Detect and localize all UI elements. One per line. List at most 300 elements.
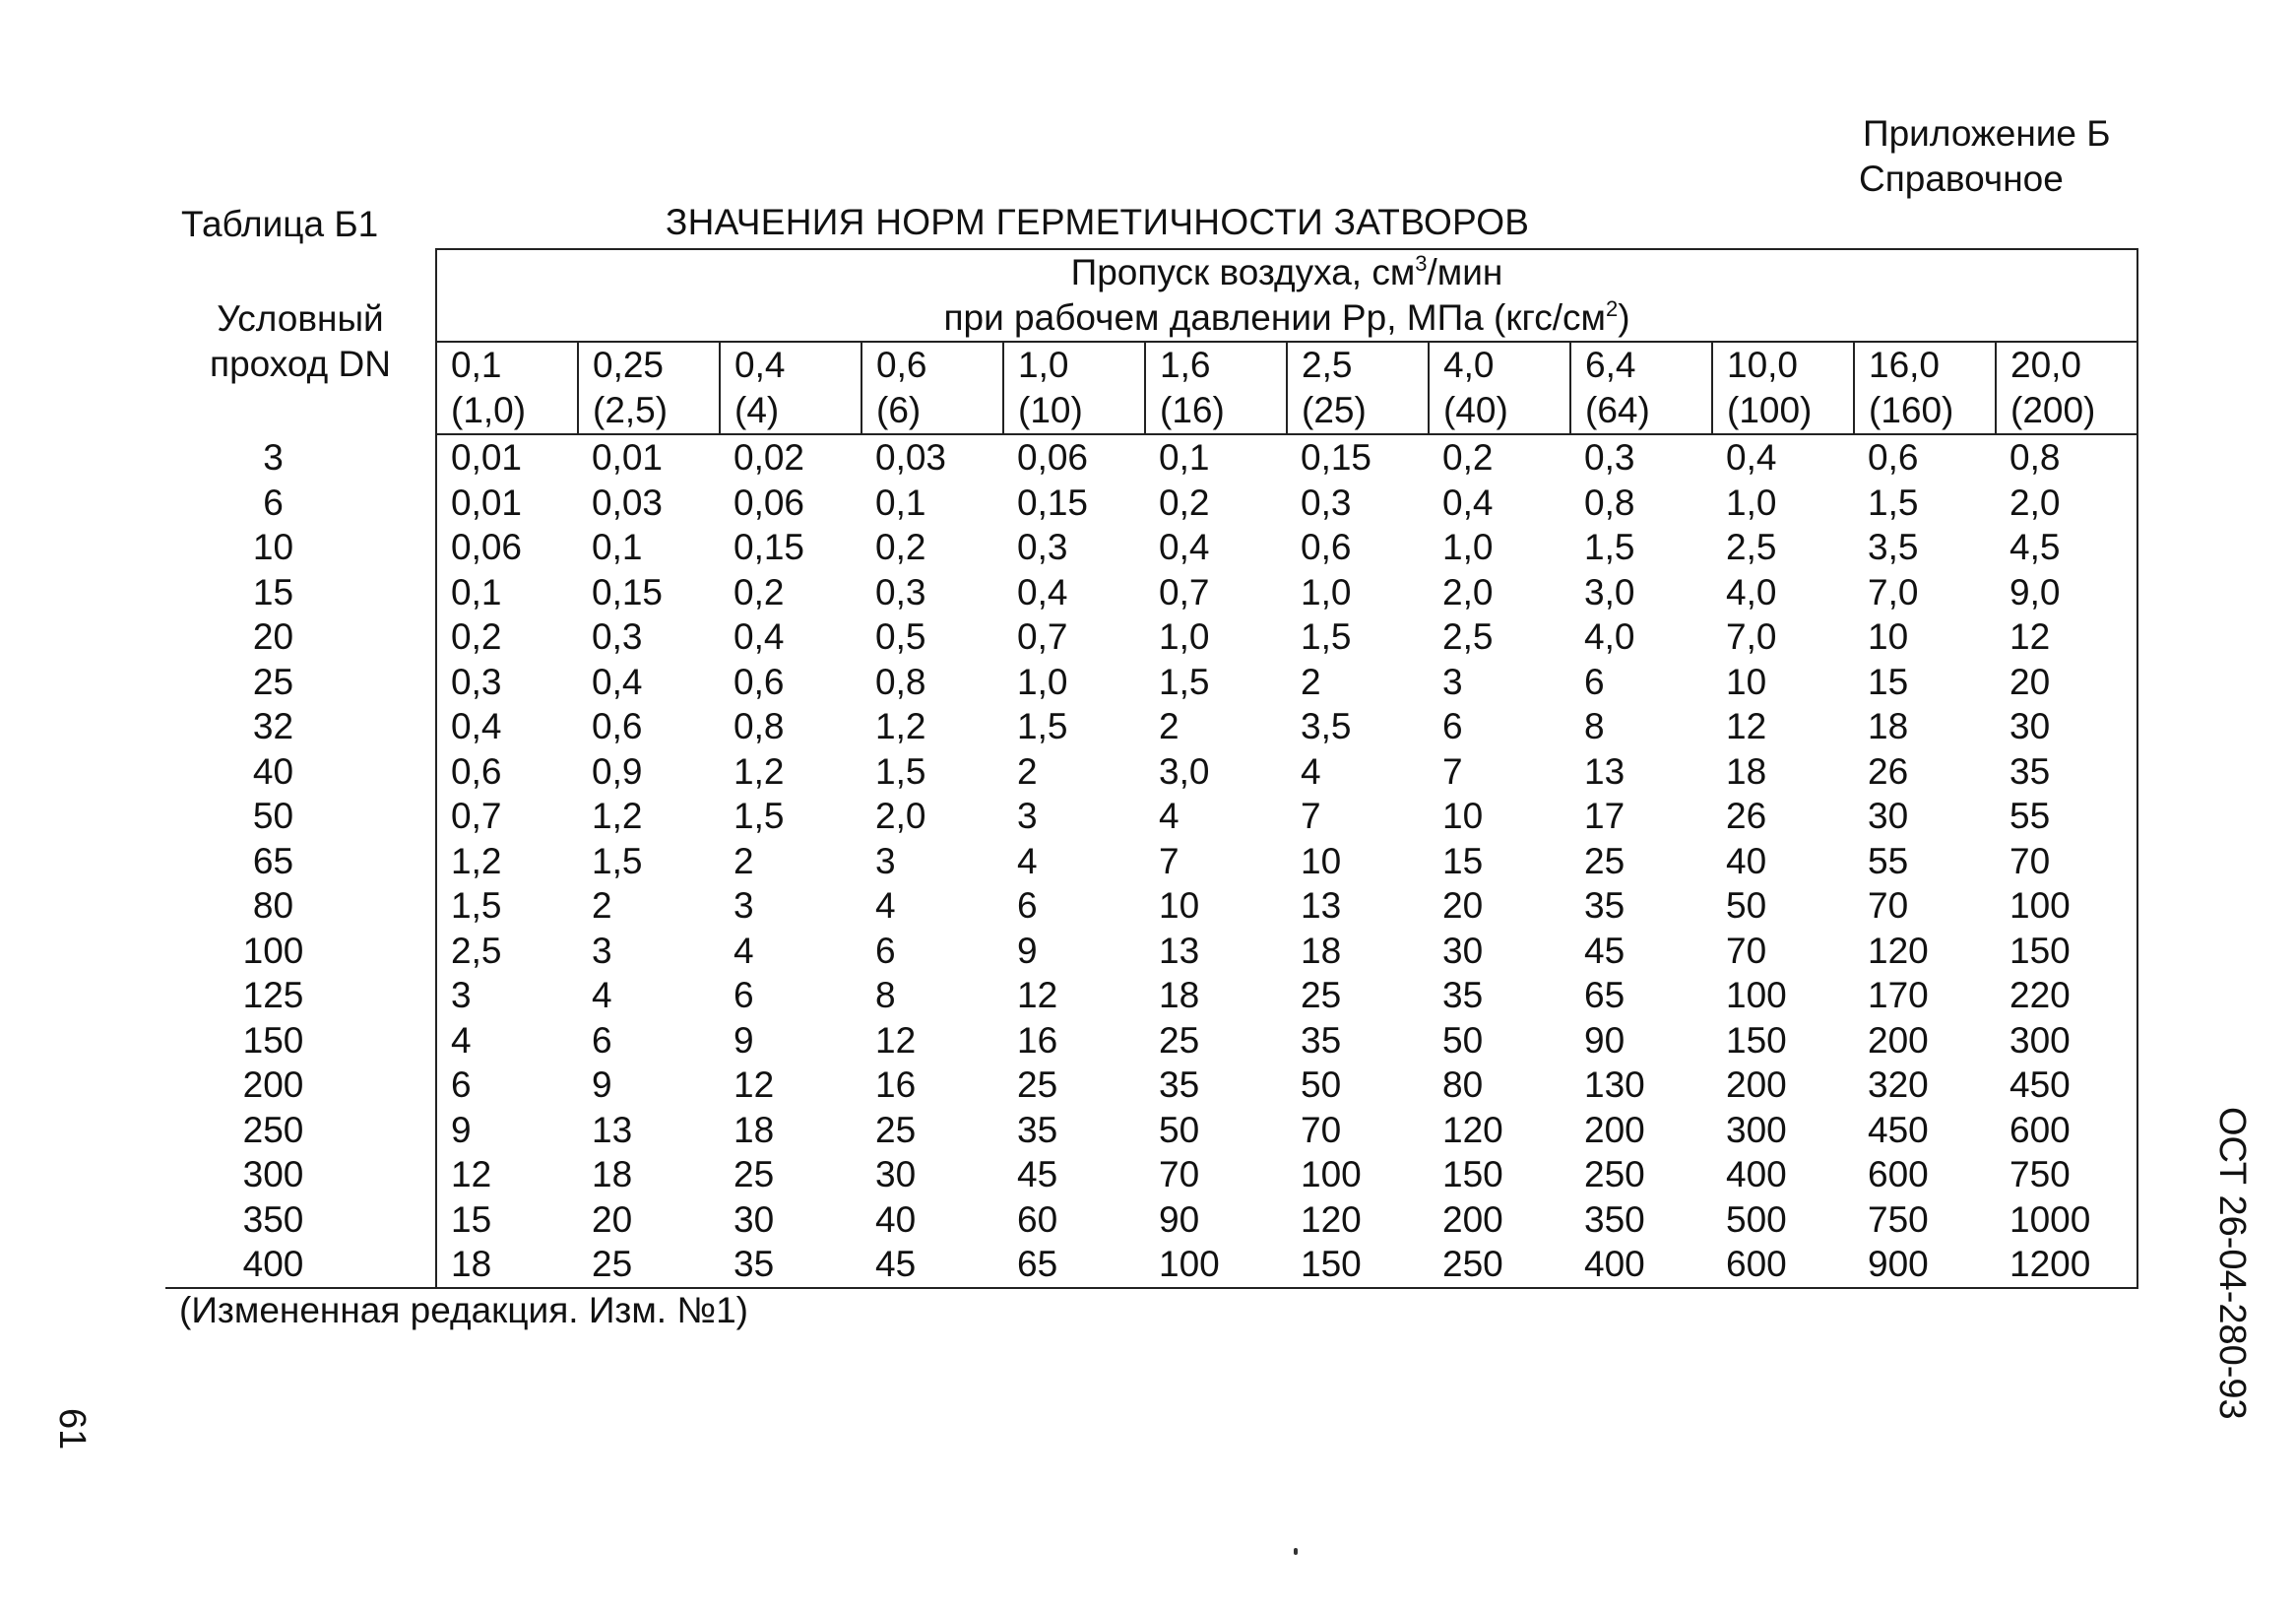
leakage-value-cell: 150 [1287,1242,1429,1288]
leakage-value-cell: 450 [1996,1063,2137,1108]
leakage-value-cell: 4 [1301,750,1321,792]
leakage-value-cell: 400 [1726,1154,1787,1194]
leakage-value-cell: 9 [451,1109,472,1150]
table-row [165,1152,2137,1197]
table-row [165,929,2137,974]
leakage-value-cell: 0,03 [592,482,664,523]
leakage-value-cell: 40 [1726,840,1767,881]
leakage-value-cell: 3 [1442,661,1463,702]
leakage-value-cell: 2 [1301,661,1321,702]
appendix-title: Приложение Б [1863,113,2111,154]
leakage-value-cell: 12 [1017,975,1058,1015]
leakage-value-cell: 1,2 [451,840,502,881]
pressure-kgf: (1,0) [451,390,527,430]
leakage-value-cell: 3 [875,840,896,881]
leakage-value-cell: 0,2 [1442,437,1494,478]
leakage-value-cell: 4 [1159,796,1180,836]
leakage-value-cell: 16 [875,1064,917,1105]
leakage-value-cell: 45 [1017,1154,1058,1194]
leakage-value-cell: 0,15 [733,527,805,567]
leakage-value-cell: 100 [1301,1154,1362,1194]
leakage-value-cell: 20 [592,1198,633,1240]
leakage-value-cell: 170 [1868,975,1929,1015]
air-leakage-header [436,249,2137,342]
leakage-value-cell: 1200 [1996,1242,2137,1288]
leakage-value-cell: 0,4 [1726,437,1777,478]
table-row [165,481,2137,526]
leakage-value-cell: 4,0 [1726,571,1777,612]
dn-column-header [165,249,436,434]
pressure-header-2 [578,342,720,434]
leakage-value-cell: 50 [1159,1109,1200,1150]
leakage-value-cell: 0,8 [875,661,926,702]
leakage-value-cell: 0,1 [1159,437,1210,478]
dn-cell: 3 [165,434,436,481]
leakage-value-cell: 7,0 [1868,571,1919,612]
leakage-value-cell: 1000 [1996,1197,2137,1243]
dn-cell: 15 [165,570,436,615]
pressure-header-6 [1145,342,1287,434]
pressure-mpa: 0,6 [876,345,927,385]
leakage-value-cell: 10 [1868,616,1909,657]
leakage-value-cell: 0,7 [1159,571,1210,612]
pressure-kgf: (6) [876,390,922,430]
leakage-value-cell: 25 [875,1109,917,1150]
leakage-value-cell: 25 [1017,1064,1058,1105]
table-row [165,794,2137,839]
dn-cell: 65 [165,839,436,884]
pressure-mpa: 1,6 [1160,345,1211,385]
leakage-value-cell: 0,3 [592,616,643,657]
leakage-value-cell: 3 [733,885,754,926]
leakage-value-cell: 2,0 [875,796,926,836]
leakage-value-cell: 25 [733,1154,775,1194]
leakage-value-cell: 1,0 [1301,571,1352,612]
leakage-value-cell: 12 [451,1154,492,1194]
leakage-value-cell: 7 [1159,840,1180,881]
leakage-value-cell: 150 [1442,1154,1503,1194]
leakage-value-cell: 18 [1868,706,1909,746]
leakage-value-cell: 20 [1996,660,2137,705]
pressure-header-11 [1854,342,1996,434]
leakage-value-cell: 0,15 [1017,482,1089,523]
leakage-value-cell: 35 [1301,1019,1342,1061]
dn-cell: 350 [165,1197,436,1243]
leakage-value-cell: 3,5 [1868,527,1919,567]
leakage-value-cell: 50 [1442,1019,1484,1061]
leakage-value-cell: 1,5 [1017,706,1068,746]
leakage-value-cell: 55 [1868,840,1909,881]
leakage-value-cell: 65 [1003,1242,1145,1288]
leakage-value-cell: 120 [1868,930,1929,971]
leakage-value-cell: 2,0 [1442,571,1494,612]
leakage-value-cell: 2,5 [451,930,502,971]
leakage-value-cell: 26 [1726,796,1767,836]
leakage-value-cell: 4,0 [1584,616,1635,657]
leakage-value-cell: 4 [451,1019,472,1061]
dn-cell: 100 [165,929,436,974]
leakage-value-cell: 55 [1996,794,2137,839]
leakage-value-cell: 0,01 [592,437,664,478]
leakage-value-cell: 0,3 [1017,527,1068,567]
leakage-value-cell: 16 [1017,1019,1058,1061]
leakage-value-cell: 0,6 [733,661,785,702]
leakage-value-cell: 12 [875,1019,917,1061]
leakage-value-cell: 6 [1442,706,1463,746]
leakage-value-cell: 10 [1159,885,1200,926]
leakage-value-cell: 35 [1017,1109,1058,1150]
table-row [165,839,2137,884]
leakage-value-cell: 1,5 [875,750,926,792]
leakage-value-cell: 0,6 [1301,527,1352,567]
leakage-value-cell: 2,5 [1726,527,1777,567]
leakage-value-cell: 13 [592,1109,633,1150]
leakage-value-cell: 3,0 [1159,750,1210,792]
dn-cell: 10 [165,525,436,570]
leakage-value-cell: 65 [1584,975,1626,1015]
leakage-value-cell: 2 [733,840,754,881]
pressure-mpa: 1,0 [1018,345,1069,385]
leakage-value-cell: 130 [1584,1064,1645,1105]
leakage-value-cell: 750 [1996,1152,2137,1197]
pressure-header-7 [1287,342,1429,434]
dn-cell: 50 [165,794,436,839]
leakage-value-cell: 1,0 [1442,527,1494,567]
leakage-value-cell: 100 [1726,975,1787,1015]
document-code: ОСТ 26-04-280-93 [2211,1107,2253,1420]
page-number: 61 [51,1408,93,1450]
leakage-value-cell: 40 [875,1198,917,1240]
dn-cell: 125 [165,973,436,1018]
leakage-value-cell: 1,5 [451,885,502,926]
leakage-value-cell: 1,2 [592,796,643,836]
leakage-value-cell: 15 [1868,661,1909,702]
leakage-value-cell: 0,02 [733,437,805,478]
pressure-mpa: 0,4 [734,345,786,385]
leakage-value-cell: 120 [1301,1198,1362,1240]
pressure-header-5 [1003,342,1145,434]
leakage-value-cell: 1,5 [1301,616,1352,657]
leakage-value-cell: 300 [1726,1109,1787,1150]
leakage-value-cell: 70 [1996,839,2137,884]
leakage-value-cell: 0,01 [451,437,523,478]
leakage-value-cell: 25 [1301,975,1342,1015]
leakage-value-cell: 100 [1145,1242,1287,1288]
leakage-value-cell: 50 [1726,885,1767,926]
dn-cell: 80 [165,883,436,929]
leakage-value-cell: 17 [1584,796,1626,836]
leakage-value-cell: 18 [733,1109,775,1150]
leakage-value-cell: 80 [1442,1064,1484,1105]
leakage-value-cell: 120 [1442,1109,1503,1150]
dn-cell: 25 [165,660,436,705]
leakage-value-cell: 450 [1868,1109,1929,1150]
table-row [165,973,2137,1018]
leakage-value-cell: 10 [1726,661,1767,702]
leakage-value-cell: 500 [1726,1198,1787,1240]
leakage-value-cell: 25 [578,1242,720,1288]
leakage-value-cell: 9 [733,1019,754,1061]
table-row [165,1197,2137,1243]
pressure-header-9 [1570,342,1712,434]
leakage-value-cell: 35 [1442,975,1484,1015]
leakage-value-cell: 1,2 [733,750,785,792]
leakage-value-cell: 12 [733,1064,775,1105]
leakage-value-cell: 1,0 [1017,661,1068,702]
pressure-mpa: 0,1 [451,345,502,385]
leakage-value-cell: 0,4 [1159,527,1210,567]
leakage-value-cell: 0,4 [451,706,502,746]
leakage-value-cell: 0,7 [1017,616,1068,657]
leakage-value-cell: 25 [1159,1019,1200,1061]
leakage-value-cell: 35 [1584,885,1626,926]
pressure-kgf: (4) [734,390,780,430]
leakage-value-cell: 13 [1159,930,1200,971]
dn-cell: 40 [165,749,436,795]
dn-cell: 20 [165,614,436,660]
table-row [165,704,2137,749]
scan-speck [1294,1548,1298,1555]
leakage-value-cell: 320 [1868,1064,1929,1105]
leakage-value-cell: 0,03 [875,437,947,478]
pressure-kgf: (100) [1727,390,1813,430]
leakage-value-cell: 4 [1017,840,1038,881]
leakage-value-cell: 0,06 [733,482,805,523]
leakage-value-cell: 0,7 [451,796,502,836]
pressure-kgf: (40) [1443,390,1508,430]
leakage-value-cell: 18 [436,1242,578,1288]
leakage-value-cell: 4 [875,885,896,926]
leakage-value-cell: 70 [1301,1109,1342,1150]
leakage-value-cell: 13 [1301,885,1342,926]
leakage-value-cell: 30 [875,1154,917,1194]
leakage-value-cell: 9,0 [1996,570,2137,615]
leakage-value-cell: 0,2 [1159,482,1210,523]
leakage-value-cell: 0,4 [592,661,643,702]
leakage-value-cell: 15 [1442,840,1484,881]
air-leakage-header-line1: Пропуск воздуха, $см^3$/мин [1070,251,1503,292]
leakage-value-cell: 3,0 [1584,571,1635,612]
appendix-subtitle: Справочное [1859,159,2064,199]
leakage-value-cell: 0,6 [1868,437,1919,478]
leakage-value-cell: 70 [1726,930,1767,971]
leakage-value-cell: 18 [1159,975,1200,1015]
leakage-value-cell: 0,8 [1584,482,1635,523]
leakage-value-cell: 3 [1017,796,1038,836]
table-row [165,1063,2137,1108]
pressure-header-10 [1712,342,1854,434]
leakage-value-cell: 6 [451,1064,472,1105]
leakage-value-cell: 25 [1584,840,1626,881]
pressure-header-3 [720,342,861,434]
leakage-value-cell: 400 [1570,1242,1712,1288]
leakage-value-cell: 60 [1017,1198,1058,1240]
pressure-kgf: (10) [1018,390,1083,430]
leakage-value-cell: 250 [1429,1242,1570,1288]
leakage-value-cell: 1,5 [1159,661,1210,702]
leakage-value-cell: 6 [733,975,754,1015]
leakage-value-cell: 8 [875,975,896,1015]
dn-cell: 300 [165,1152,436,1197]
dn-header-line2: проход DN [210,344,391,384]
table-row [165,749,2137,795]
leakage-value-cell: 100 [1996,883,2137,929]
leakage-value-cell: 7 [1301,796,1321,836]
pressure-header-row [165,342,2137,434]
leakage-value-cell: 18 [592,1154,633,1194]
leakage-value-cell: 0,3 [1584,437,1635,478]
leakage-value-cell: 0,4 [733,616,785,657]
dn-header-line1: Условный [217,298,384,339]
dn-cell: 150 [165,1018,436,1063]
leakage-value-cell: 0,8 [1996,434,2137,481]
leakage-value-cell: 0,1 [451,571,502,612]
leakage-value-cell: 0,5 [875,616,926,657]
pressure-kgf: (64) [1585,390,1650,430]
leakage-value-cell: 200 [1584,1109,1645,1150]
table-row [165,525,2137,570]
dn-cell: 250 [165,1108,436,1153]
pressure-mpa: 16,0 [1869,345,1941,385]
leakage-value-cell: 0,6 [592,706,643,746]
leakage-value-cell: 200 [1726,1064,1787,1105]
leakage-value-cell: 8 [1584,706,1605,746]
leakage-value-cell: 2 [1017,750,1038,792]
pressure-kgf: (16) [1160,390,1225,430]
leakage-value-cell: 10 [1301,840,1342,881]
leakage-value-cell: 3 [592,930,612,971]
table-number: Таблица Б1 [181,204,379,244]
leakage-value-cell: 3 [451,975,472,1015]
leakage-value-cell: 0,06 [451,527,523,567]
leakage-value-cell: 20 [1442,885,1484,926]
leakage-value-cell: 1,5 [1868,482,1919,523]
leakage-value-cell: 7,0 [1726,616,1777,657]
leakage-value-cell: 1,2 [875,706,926,746]
leakage-value-cell: 35 [1996,749,2137,795]
leakage-value-cell: 1,5 [733,796,785,836]
tightness-norms-table [165,248,2138,1289]
leakage-value-cell: 9 [592,1064,612,1105]
leakage-value-cell: 2 [1159,706,1180,746]
leakage-value-cell: 26 [1868,750,1909,792]
pressure-mpa: 2,5 [1302,345,1353,385]
leakage-value-cell: 0,06 [1017,437,1089,478]
leakage-value-cell: 4 [733,930,754,971]
table-row [165,1108,2137,1153]
leakage-value-cell: 4,5 [1996,525,2137,570]
leakage-value-cell: 90 [1584,1019,1626,1061]
leakage-value-cell: 15 [451,1198,492,1240]
leakage-value-cell: 0,15 [1301,437,1372,478]
leakage-value-cell: 7 [1442,750,1463,792]
leakage-value-cell: 600 [1996,1108,2137,1153]
leakage-value-cell: 0,3 [451,661,502,702]
table-row [165,660,2137,705]
leakage-value-cell: 2,5 [1442,616,1494,657]
leakage-value-cell: 45 [1584,930,1626,971]
leakage-value-cell: 12 [1726,706,1767,746]
pressure-kgf: (160) [1869,390,1954,430]
leakage-value-cell: 1,5 [592,840,643,881]
dn-cell: 400 [165,1242,436,1288]
leakage-value-cell: 6 [1017,885,1038,926]
leakage-value-cell: 300 [1996,1018,2137,1063]
leakage-value-cell: 0,9 [592,750,643,792]
leakage-value-cell: 6 [875,930,896,971]
leakage-value-cell: 90 [1159,1198,1200,1240]
leakage-value-cell: 600 [1868,1154,1929,1194]
leakage-value-cell: 4 [592,975,612,1015]
leakage-value-cell: 0,01 [451,482,523,523]
dn-cell: 6 [165,481,436,526]
leakage-value-cell: 600 [1712,1242,1854,1288]
table-row [165,1242,2137,1288]
leakage-value-cell: 0,1 [592,527,643,567]
leakage-value-cell: 30 [1996,704,2137,749]
leakage-value-cell: 250 [1584,1154,1645,1194]
leakage-value-cell: 35 [1159,1064,1200,1105]
table-row [165,1018,2137,1063]
leakage-value-cell: 70 [1159,1154,1200,1194]
leakage-value-cell: 200 [1868,1019,1929,1061]
leakage-value-cell: 70 [1868,885,1909,926]
pressure-mpa: 4,0 [1443,345,1495,385]
leakage-value-cell: 50 [1301,1064,1342,1105]
leakage-value-cell: 0,8 [733,706,785,746]
leakage-value-cell: 18 [1301,930,1342,971]
leakage-value-cell: 30 [733,1198,775,1240]
leakage-value-cell: 150 [1726,1019,1787,1061]
leakage-value-cell: 1,0 [1159,616,1210,657]
pressure-mpa: 20,0 [2010,345,2082,385]
leakage-value-cell: 0,15 [592,571,664,612]
leakage-value-cell: 0,4 [1442,482,1494,523]
table-body [165,434,2137,1288]
pressure-kgf: (200) [2010,390,2096,430]
leakage-value-cell: 30 [1442,930,1484,971]
leakage-value-cell: 12 [1996,614,2137,660]
leakage-value-cell: 0,2 [451,616,502,657]
pressure-kgf: (2,5) [593,390,669,430]
table-row [165,570,2137,615]
leakage-value-cell: 0,2 [875,527,926,567]
pressure-mpa: 6,4 [1585,345,1636,385]
pressure-mpa: 0,25 [593,345,665,385]
pressure-kgf: (25) [1302,390,1367,430]
table-row [165,614,2137,660]
leakage-value-cell: 3,5 [1301,706,1352,746]
leakage-value-cell: 0,6 [451,750,502,792]
leakage-value-cell: 150 [1996,929,2137,974]
leakage-value-cell: 10 [1442,796,1484,836]
air-leakage-header-line2: при рабочем давлении Рр, МПа $(кгс/см^2)$ [943,296,1630,338]
pressure-header-8 [1429,342,1570,434]
pressure-mpa: 10,0 [1727,345,1799,385]
leakage-value-cell: 1,5 [1584,527,1635,567]
leakage-value-cell: 6 [592,1019,612,1061]
leakage-value-cell: 0,3 [1301,482,1352,523]
leakage-value-cell: 900 [1854,1242,1996,1288]
dn-cell: 200 [165,1063,436,1108]
leakage-value-cell: 2 [592,885,612,926]
leakage-value-cell: 0,4 [1017,571,1068,612]
pressure-header-4 [861,342,1003,434]
pressure-header-1 [436,342,578,434]
leakage-value-cell: 0,2 [733,571,785,612]
leakage-value-cell: 350 [1584,1198,1645,1240]
table-row [165,434,2137,481]
